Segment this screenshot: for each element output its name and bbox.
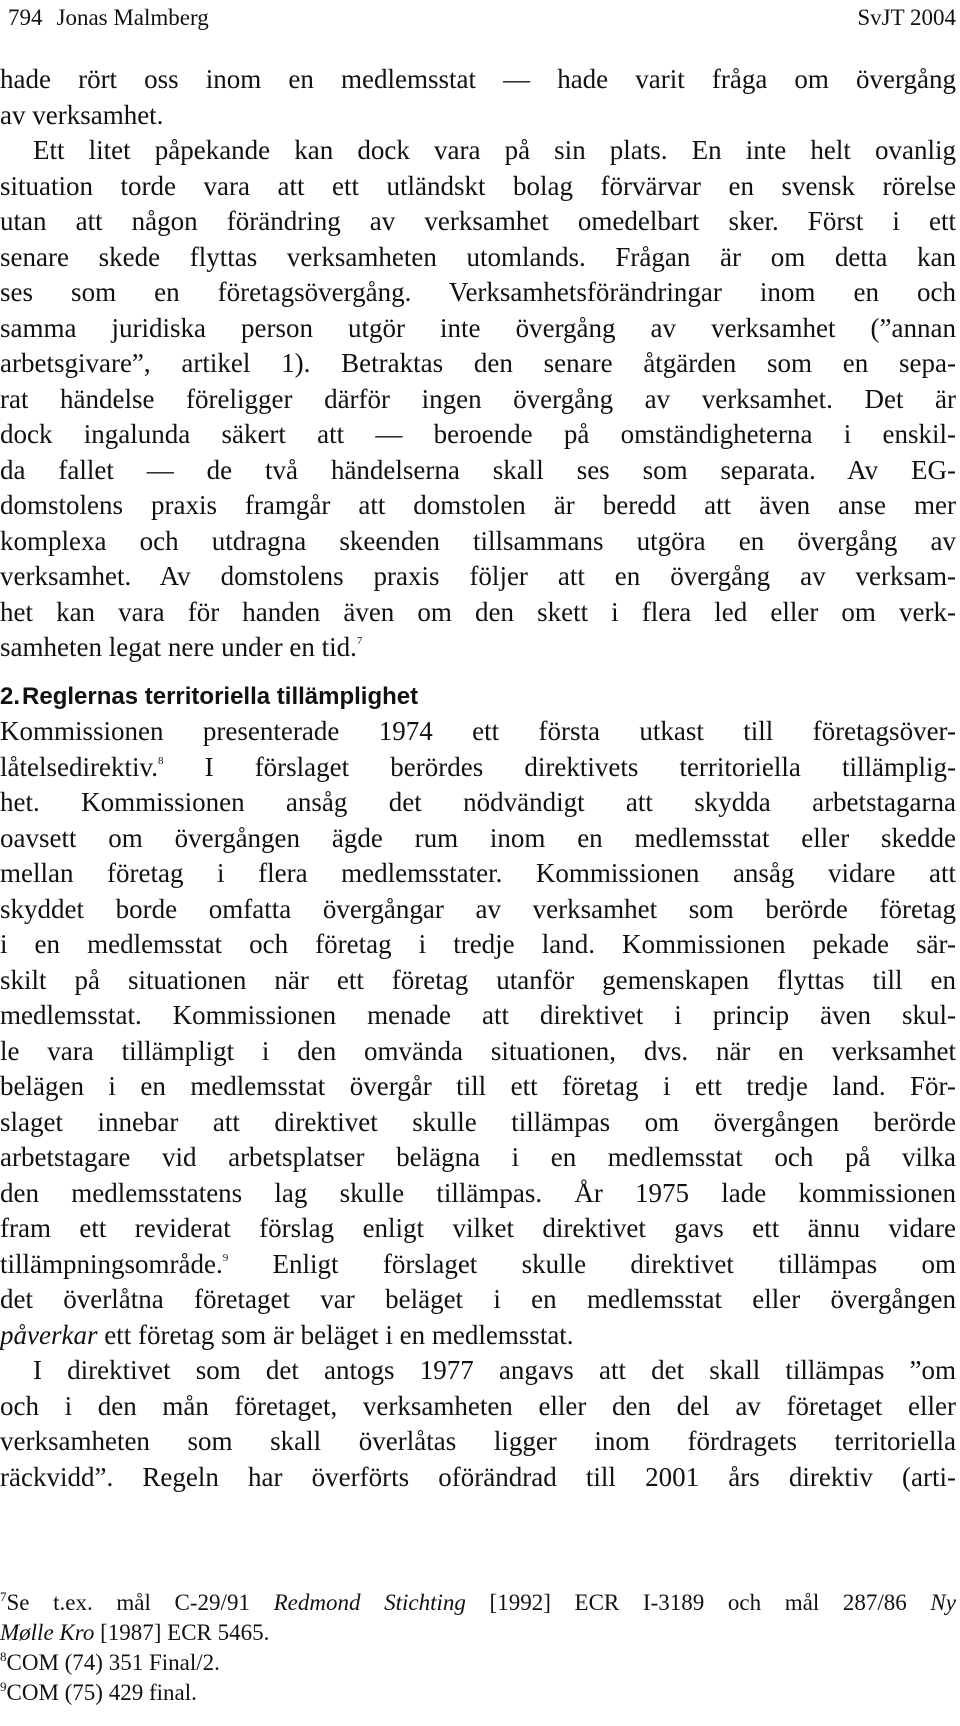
text-run: samheten legat nere under en tid.	[0, 632, 357, 662]
case-name: Redmond Stichting	[273, 1590, 466, 1615]
text-line: arbetsgivare”, artikel 1). Betraktas den senare åtgärden som en sepa-	[0, 348, 956, 378]
text-line: fram ett reviderat förslag enligt vilket direktivet gavs ett ännu vidare	[0, 1213, 956, 1243]
footnote-text: [1992] ECR I-3189 och mål 287/86	[465, 1590, 931, 1615]
journal-name: SvJT 2004	[857, 5, 956, 30]
text-line: skilt på situationen när ett företag utanför gemenskapen flyttas till en	[0, 964, 956, 995]
text-line: av verksamhet.	[0, 99, 164, 130]
author-name: Jonas Malmberg	[56, 5, 209, 30]
footnote-7-continued	[0, 1618, 956, 1648]
text-line: verksamheten som skall överlåtas ligger inom fördragets territoriella	[0, 1426, 956, 1456]
text-line: da fallet — de två händelserna skall ses som separata. Av EG-	[0, 454, 956, 485]
text-line: det överlåtna företaget var beläget i en medlemsstat eller övergången	[0, 1284, 956, 1314]
text-line: räckvidd”. Regeln har överförts oförändrad till 2001 års direktiv (arti-	[0, 1461, 956, 1492]
text-line: komplexa och utdragna skeenden tillsammans utgöra en övergång av	[0, 525, 956, 556]
case-name: Ny	[930, 1590, 956, 1615]
text-line: het kan vara för handen även om den skett i flera led eller om verk-	[0, 596, 956, 627]
text-line	[0, 750, 956, 786]
section-number: 2.	[0, 682, 21, 710]
text-line: samma juridiska person utgör inte övergång av verksamhet (”annan	[0, 312, 956, 343]
italic-emphasis: påverkar	[0, 1319, 98, 1350]
text-line: I direktivet som det antogs 1977 angavs att det skall tillämpas ”om	[33, 1355, 956, 1385]
footnote-ref-9[interactable]: 9	[222, 1251, 229, 1264]
footnote-9	[0, 1678, 956, 1708]
text-line: rat händelse föreligger därför ingen övergång av verksamhet. Det är	[0, 383, 956, 414]
text-line: dock ingalunda säkert att — beroende på omständigheterna i enskil-	[0, 419, 956, 449]
text-line: le vara tillämpligt i den omvända situationen, dvs. när en verksamhet	[0, 1035, 956, 1066]
footnote-ref-7[interactable]: 7	[356, 635, 363, 647]
text-line	[0, 630, 956, 666]
text-line: den medlemsstatens lag skulle tillämpas. År 1975 lade kommissionen	[0, 1177, 956, 1208]
text-line: och i den mån företaget, verksamheten eller den del av företaget eller	[0, 1390, 956, 1421]
text-line	[0, 1247, 956, 1283]
footnote-8	[0, 1648, 956, 1678]
header-left	[8, 2, 209, 34]
footnote-text: [1987] ECR 5465.	[94, 1620, 270, 1645]
footnote-text: COM (75) 429 final.	[6, 1680, 197, 1705]
text-line	[0, 1318, 956, 1354]
text-line: arbetstagare vid arbetsplatser belägna i en medlemsstat och på vilka	[0, 1142, 956, 1172]
text-line: domstolens praxis framgår att domstolen är beredd att även anse mer	[0, 490, 956, 520]
footnote-ref-8[interactable]: 8	[157, 754, 164, 767]
text-run: Enligt förslaget skulle direktivet tillämpas om	[228, 1248, 956, 1279]
footnote-7	[0, 1588, 956, 1618]
text-line: skyddet borde omfatta övergångar av verksamhet som berörde företag	[0, 893, 956, 924]
text-line: medlemsstat. Kommissionen menade att direktivet i princip även skul-	[0, 1000, 956, 1030]
text-line: belägen i en medlemsstat övergår till ett företag i ett tredje land. För-	[0, 1071, 956, 1101]
text-line: verksamhet. Av domstolens praxis följer att en övergång av verksam-	[0, 561, 956, 591]
text-line: Kommissionen presenterade 1974 ett första utkast till företagsöver-	[0, 716, 956, 746]
text-run: tillämpningsområde.	[0, 1248, 223, 1279]
body-text	[0, 62, 956, 1495]
text-line: oavsett om övergången ägde rum inom en medlemsstat eller skedde	[0, 822, 956, 853]
text-line: Ett litet påpekande kan dock vara på sin plats. En inte helt ovanlig	[33, 135, 956, 165]
footnotes	[0, 1588, 956, 1708]
text-line: hade rört oss inom en medlemsstat — hade varit fråga om övergång	[0, 64, 956, 94]
text-line: senare skede flyttas verksamheten utomlands. Frågan är om detta kan	[0, 241, 956, 272]
footnote-number: 8	[0, 1649, 7, 1664]
text-run: ett företag som är beläget i en medlemsstat.	[97, 1319, 574, 1350]
text-line: ses som en företagsövergång. Verksamhetsförändringar inom en och	[0, 277, 956, 307]
footnote-text: COM (74) 351 Final/2.	[6, 1650, 220, 1675]
section-heading	[0, 679, 956, 715]
text-line: slaget innebar att direktivet skulle tillämpas om övergången berörde	[0, 1106, 956, 1137]
text-line: situation torde vara att ett utländskt bolag förvärvar en svensk rörelse	[0, 170, 956, 201]
text-line: het. Kommissionen ansåg det nödvändigt att skydda arbetstagarna	[0, 787, 956, 817]
footnote-number: 9	[0, 1679, 7, 1694]
page-number: 794	[8, 5, 43, 30]
text-line: utan att någon förändring av verksamhet omedelbart sker. Först i ett	[0, 206, 956, 236]
footnote-number: 7	[0, 1589, 7, 1604]
text-line: i en medlemsstat och företag i tredje land. Kommissionen pekade sär-	[0, 929, 956, 959]
text-run: låtelsedirektiv.	[0, 751, 158, 782]
text-run: I förslaget berördes direktivets territoriella tillämplig-	[163, 751, 956, 782]
running-header	[8, 2, 956, 34]
text-line: mellan företag i flera medlemsstater. Kommissionen ansåg vidare att	[0, 858, 956, 888]
section-title: Reglernas territoriella tillämplighet	[22, 682, 419, 710]
footnote-text: Se t.ex. mål C-29/91	[6, 1590, 274, 1615]
case-name: Mølle Kro	[0, 1620, 95, 1645]
